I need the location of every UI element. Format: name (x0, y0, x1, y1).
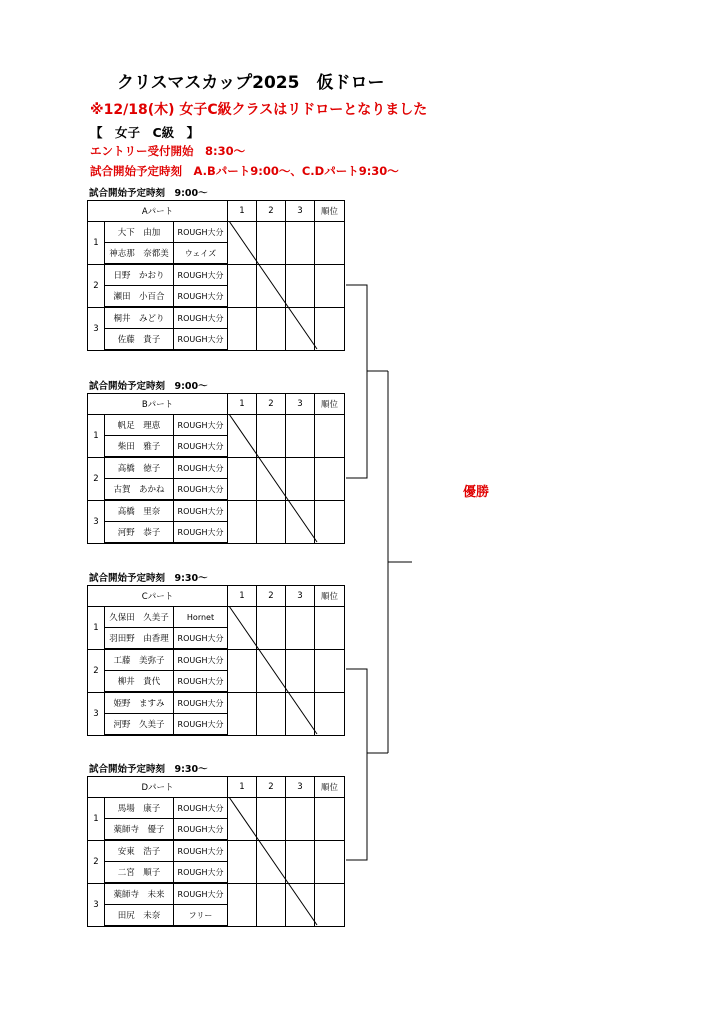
player-club: ROUGH大分 (174, 649, 228, 671)
pair-number: 3 (88, 500, 105, 543)
match-column-header: 1 (228, 201, 257, 222)
player-name: 薬師寺 優子 (105, 819, 174, 841)
player-club: ROUGH大分 (174, 798, 228, 819)
player-row (88, 415, 345, 436)
player-club: ROUGH大分 (174, 264, 228, 286)
result-cell (257, 264, 286, 307)
part-table (87, 200, 345, 351)
player-name: 安東 浩子 (105, 840, 174, 862)
player-club: ウェイズ (174, 243, 228, 265)
player-club: Hornet (174, 607, 228, 628)
part-start-time: 試合開始予定時刻 9:00～ (89, 188, 208, 199)
player-club: ROUGH大分 (174, 671, 228, 693)
rank-cell (315, 840, 345, 883)
part-label: Cパート (88, 586, 228, 607)
rank-cell (315, 798, 345, 841)
player-name: 柴田 雅子 (105, 436, 174, 458)
result-cell (257, 222, 286, 265)
part-label: Aパート (88, 201, 228, 222)
player-name: 神志那 奈都美 (105, 243, 174, 265)
part-label: Bパート (88, 394, 228, 415)
result-cell (257, 840, 286, 883)
part-label: Dパート (88, 777, 228, 798)
schedule-time: 試合開始予定時刻 A.Bパート9:00～、C.Dパート9:30～ (90, 164, 399, 178)
player-club: ROUGH大分 (174, 692, 228, 714)
player-club: ROUGH大分 (174, 307, 228, 329)
pair-number: 3 (88, 883, 105, 926)
player-row (88, 222, 345, 243)
result-cell (286, 840, 315, 883)
rank-cell (315, 457, 345, 500)
player-club: ROUGH大分 (174, 819, 228, 841)
bracket-line-c (346, 669, 367, 753)
result-cell (257, 649, 286, 692)
player-name: 柳井 貴代 (105, 671, 174, 693)
player-row (88, 649, 345, 671)
part-table (87, 393, 345, 544)
player-name: 高橋 徳子 (105, 457, 174, 479)
result-cell (228, 883, 257, 926)
result-cell (228, 798, 257, 841)
player-club: ROUGH大分 (174, 457, 228, 479)
result-cell (286, 457, 315, 500)
player-name: 田尻 未奈 (105, 905, 174, 927)
player-row (88, 307, 345, 329)
result-cell (286, 607, 315, 650)
pair-number: 3 (88, 692, 105, 735)
result-cell (228, 222, 257, 265)
result-cell (286, 692, 315, 735)
player-club: フリー (174, 905, 228, 927)
pair-number: 2 (88, 264, 105, 307)
player-club: ROUGH大分 (174, 840, 228, 862)
result-cell (286, 264, 315, 307)
player-club: ROUGH大分 (174, 479, 228, 501)
rank-cell (315, 222, 345, 265)
pair-number: 3 (88, 307, 105, 350)
player-name: 姫野 ますみ (105, 692, 174, 714)
rank-cell (315, 883, 345, 926)
player-name: 工藤 美弥子 (105, 649, 174, 671)
player-club: ROUGH大分 (174, 222, 228, 243)
part-header-row (88, 394, 345, 415)
player-name: 河野 恭子 (105, 522, 174, 544)
entry-time: エントリー受付開始 8:30～ (90, 144, 246, 158)
player-name: 佐藤 貴子 (105, 329, 174, 351)
part-start-time: 試合開始予定時刻 9:00～ (89, 381, 208, 392)
player-row (88, 457, 345, 479)
match-column-header: 3 (286, 586, 315, 607)
bracket-line-a (346, 285, 367, 371)
match-column-header: 3 (286, 201, 315, 222)
player-name: 日野 かおり (105, 264, 174, 286)
rank-column-header: 順位 (315, 586, 345, 607)
pair-number: 1 (88, 222, 105, 265)
player-club: ROUGH大分 (174, 714, 228, 736)
match-column-header: 1 (228, 394, 257, 415)
rank-column-header: 順位 (315, 201, 345, 222)
category-heading: 【 女子 C級 】 (90, 125, 200, 140)
player-name: 河野 久美子 (105, 714, 174, 736)
rank-column-header: 順位 (315, 777, 345, 798)
match-column-header: 2 (257, 201, 286, 222)
player-name: 羽田野 由香理 (105, 628, 174, 650)
player-name: 薬師寺 未来 (105, 883, 174, 905)
rank-column-header: 順位 (315, 394, 345, 415)
player-name: 高橋 里奈 (105, 500, 174, 522)
player-name: 大下 由加 (105, 222, 174, 243)
match-column-header: 1 (228, 777, 257, 798)
part-start-time: 試合開始予定時刻 9:30～ (89, 764, 208, 775)
part-header-row (88, 586, 345, 607)
result-cell (228, 457, 257, 500)
player-club: ROUGH大分 (174, 415, 228, 436)
match-column-header: 3 (286, 394, 315, 415)
match-column-header: 1 (228, 586, 257, 607)
result-cell (286, 883, 315, 926)
rank-cell (315, 692, 345, 735)
player-row (88, 607, 345, 628)
result-cell (228, 415, 257, 458)
result-cell (286, 307, 315, 350)
player-name: 瀬田 小百合 (105, 286, 174, 308)
result-cell (257, 692, 286, 735)
match-column-header: 3 (286, 777, 315, 798)
bracket-line-b (346, 371, 367, 478)
part-start-time: 試合開始予定時刻 9:30～ (89, 573, 208, 584)
result-cell (286, 798, 315, 841)
part-header-row (88, 777, 345, 798)
bracket-line-d (346, 753, 367, 860)
player-row (88, 840, 345, 862)
result-cell (257, 307, 286, 350)
result-cell (228, 607, 257, 650)
player-club: ROUGH大分 (174, 436, 228, 458)
player-club: ROUGH大分 (174, 628, 228, 650)
part-header-row (88, 201, 345, 222)
result-cell (286, 415, 315, 458)
pair-number: 1 (88, 607, 105, 650)
player-row (88, 692, 345, 714)
result-cell (257, 500, 286, 543)
result-cell (228, 307, 257, 350)
rank-cell (315, 649, 345, 692)
pair-number: 1 (88, 798, 105, 841)
player-name: 桐井 みどり (105, 307, 174, 329)
result-cell (228, 264, 257, 307)
result-cell (257, 457, 286, 500)
player-row (88, 500, 345, 522)
player-name: 馬場 康子 (105, 798, 174, 819)
winner-label: 優勝 (463, 485, 490, 500)
player-club: ROUGH大分 (174, 883, 228, 905)
rank-cell (315, 307, 345, 350)
player-name: 帆足 理恵 (105, 415, 174, 436)
result-cell (257, 798, 286, 841)
result-cell (286, 500, 315, 543)
match-column-header: 2 (257, 394, 286, 415)
pair-number: 2 (88, 457, 105, 500)
player-row (88, 798, 345, 819)
player-name: 久保田 久美子 (105, 607, 174, 628)
result-cell (286, 649, 315, 692)
player-club: ROUGH大分 (174, 500, 228, 522)
rank-cell (315, 500, 345, 543)
page-title: クリスマスカップ2025 仮ドロー (117, 73, 385, 93)
match-column-header: 2 (257, 777, 286, 798)
player-name: 二宮 順子 (105, 862, 174, 884)
result-cell (228, 649, 257, 692)
result-cell (286, 222, 315, 265)
rank-cell (315, 415, 345, 458)
result-cell (228, 692, 257, 735)
player-club: ROUGH大分 (174, 862, 228, 884)
result-cell (228, 840, 257, 883)
pair-number: 1 (88, 415, 105, 458)
result-cell (257, 883, 286, 926)
player-row (88, 264, 345, 286)
result-cell (257, 607, 286, 650)
player-name: 古賀 あかね (105, 479, 174, 501)
player-club: ROUGH大分 (174, 329, 228, 351)
redraw-notice: ※12/18(木) 女子C級クラスはリドローとなりました (90, 102, 428, 118)
player-club: ROUGH大分 (174, 286, 228, 308)
player-club: ROUGH大分 (174, 522, 228, 544)
result-cell (228, 500, 257, 543)
player-row (88, 883, 345, 905)
match-column-header: 2 (257, 586, 286, 607)
part-table (87, 776, 345, 927)
pair-number: 2 (88, 840, 105, 883)
part-table (87, 585, 345, 736)
rank-cell (315, 264, 345, 307)
pair-number: 2 (88, 649, 105, 692)
result-cell (257, 415, 286, 458)
rank-cell (315, 607, 345, 650)
